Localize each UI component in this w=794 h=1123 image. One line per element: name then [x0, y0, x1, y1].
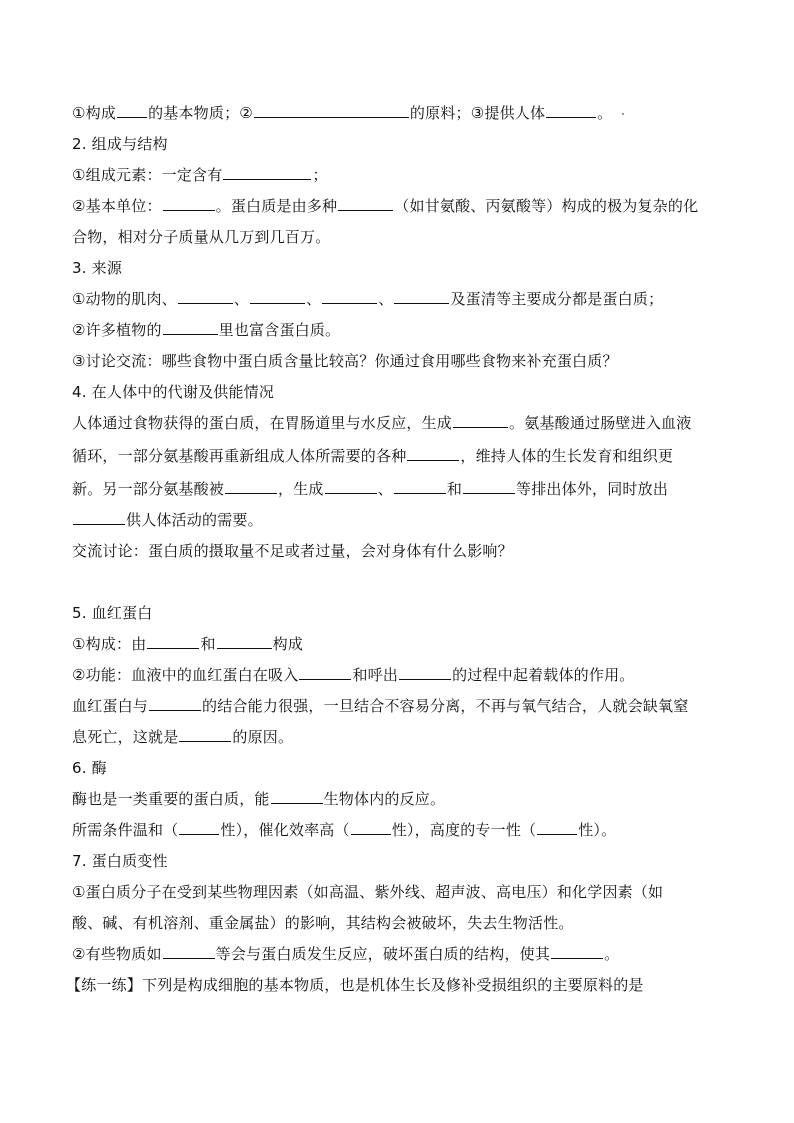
- hemoglobin-structure-line: ①构成：由 和 构成: [72, 635, 304, 653]
- practice-tag: 【练一练】: [66, 976, 143, 994]
- enzyme-line-2: 所需条件温和（ 性），催化效率高（ 性），高度的专一性（ 性）。: [72, 821, 617, 839]
- denature-line-3: ②有些物质如 等会与蛋白质发生反应，破坏蛋白质的结构，使其 。: [72, 945, 620, 963]
- stray-dot: [622, 113, 624, 115]
- blank[interactable]: [163, 944, 215, 959]
- blank[interactable]: [394, 289, 449, 304]
- blank[interactable]: [463, 479, 515, 494]
- hemoglobin-function-line: ②功能：血液中的血红蛋白在吸入 和呼出 的过程中起着载体的作用。: [72, 666, 635, 684]
- blank[interactable]: [179, 820, 219, 835]
- elements-line: ①组成元素：一定含有 ；: [72, 166, 328, 184]
- blank[interactable]: [338, 196, 393, 211]
- hemoglobin-binding-line: 血红蛋白与 的结合能力很强，一旦结合不容易分离，不再与氧气结合，人就会缺氧窒: [72, 697, 689, 715]
- blank[interactable]: [453, 413, 508, 428]
- blank[interactable]: [217, 634, 272, 649]
- metabolism-line-1: 人体通过食物获得的蛋白质，在胃肠道里与水反应，生成 。氨基酸通过肠壁进入血液: [72, 414, 692, 432]
- blank[interactable]: [325, 479, 377, 494]
- blank[interactable]: [149, 696, 201, 711]
- unit-line-2: 合物，相对分子质量从几万到几百万。: [72, 228, 331, 246]
- blank[interactable]: [351, 820, 391, 835]
- blank[interactable]: [225, 479, 277, 494]
- blank[interactable]: [178, 289, 233, 304]
- blank[interactable]: [117, 103, 147, 118]
- unit-line: ②基本单位： 。蛋白质是由多种 （如甘氨酸、丙氨酸等）构成的极为复杂的化: [72, 197, 699, 215]
- denature-line-1: ①蛋白质分子在受到某些物理因素（如高温、紫外线、超声波、高电压）和化学因素（如: [72, 883, 664, 901]
- hemoglobin-binding-line-2: 息死亡，这就是 的原因。: [72, 728, 294, 746]
- section-heading: 5. 血红蛋白: [72, 604, 153, 622]
- blank[interactable]: [73, 510, 125, 525]
- section-heading: 6. 酶: [72, 759, 107, 777]
- blank[interactable]: [254, 103, 409, 118]
- source-plants-line: ②许多植物的 里也富含蛋白质。: [72, 321, 341, 339]
- source-animals-line: ①动物的肌肉、 、 、 、 及蛋清等主要成分都是蛋白质；: [72, 290, 664, 308]
- discussion-line: ③讨论交流：哪些食物中蛋白质含量比较高？你通过食用哪些食物来补充蛋白质？: [72, 352, 618, 370]
- blank[interactable]: [551, 944, 603, 959]
- blank[interactable]: [163, 320, 218, 335]
- blank[interactable]: [394, 479, 446, 494]
- blank[interactable]: [147, 634, 199, 649]
- blank[interactable]: [546, 103, 596, 118]
- function-line: ①构成 的基本物质；② 的原料；③提供人体 。: [72, 102, 624, 124]
- blank[interactable]: [271, 789, 323, 804]
- blank[interactable]: [407, 446, 459, 461]
- section-heading: 7. 蛋白质变性: [72, 852, 168, 870]
- section-heading: 3. 来源: [72, 259, 123, 277]
- blank[interactable]: [399, 665, 451, 680]
- enzyme-line-1: 酶也是一类重要的蛋白质，能 生物体内的反应。: [72, 790, 446, 808]
- blank[interactable]: [179, 727, 231, 742]
- metabolism-line-3: 新。另一部分氨基酸被 ，生成 、 和 等排出体外，同时放出: [72, 480, 669, 498]
- blank[interactable]: [250, 289, 305, 304]
- blank[interactable]: [322, 289, 377, 304]
- blank[interactable]: [223, 165, 311, 180]
- denature-line-2: 酸、碱、有机溶剂、重金属盐）的影响，其结构会被破坏，失去生物活性。: [72, 914, 574, 932]
- blank[interactable]: [163, 196, 215, 211]
- practice-question: 【练一练】下列是构成细胞的基本物质，也是机体生长及修补受损组织的主要原料的是: [66, 976, 644, 994]
- blank[interactable]: [299, 665, 351, 680]
- metabolism-line-2: 循环，一部分氨基酸再重新组成人体所需要的各种 ，维持人体的生长发育和组织更: [72, 447, 674, 465]
- metabolism-line-4: 供人体活动的需要。: [72, 509, 263, 531]
- discussion-line: 交流讨论：蛋白质的摄取量不足或者过量，会对身体有什么影响？: [72, 542, 513, 560]
- section-heading: 4. 在人体中的代谢及供能情况: [72, 383, 275, 401]
- section-heading: 2. 组成与结构: [72, 135, 168, 153]
- blank[interactable]: [537, 820, 577, 835]
